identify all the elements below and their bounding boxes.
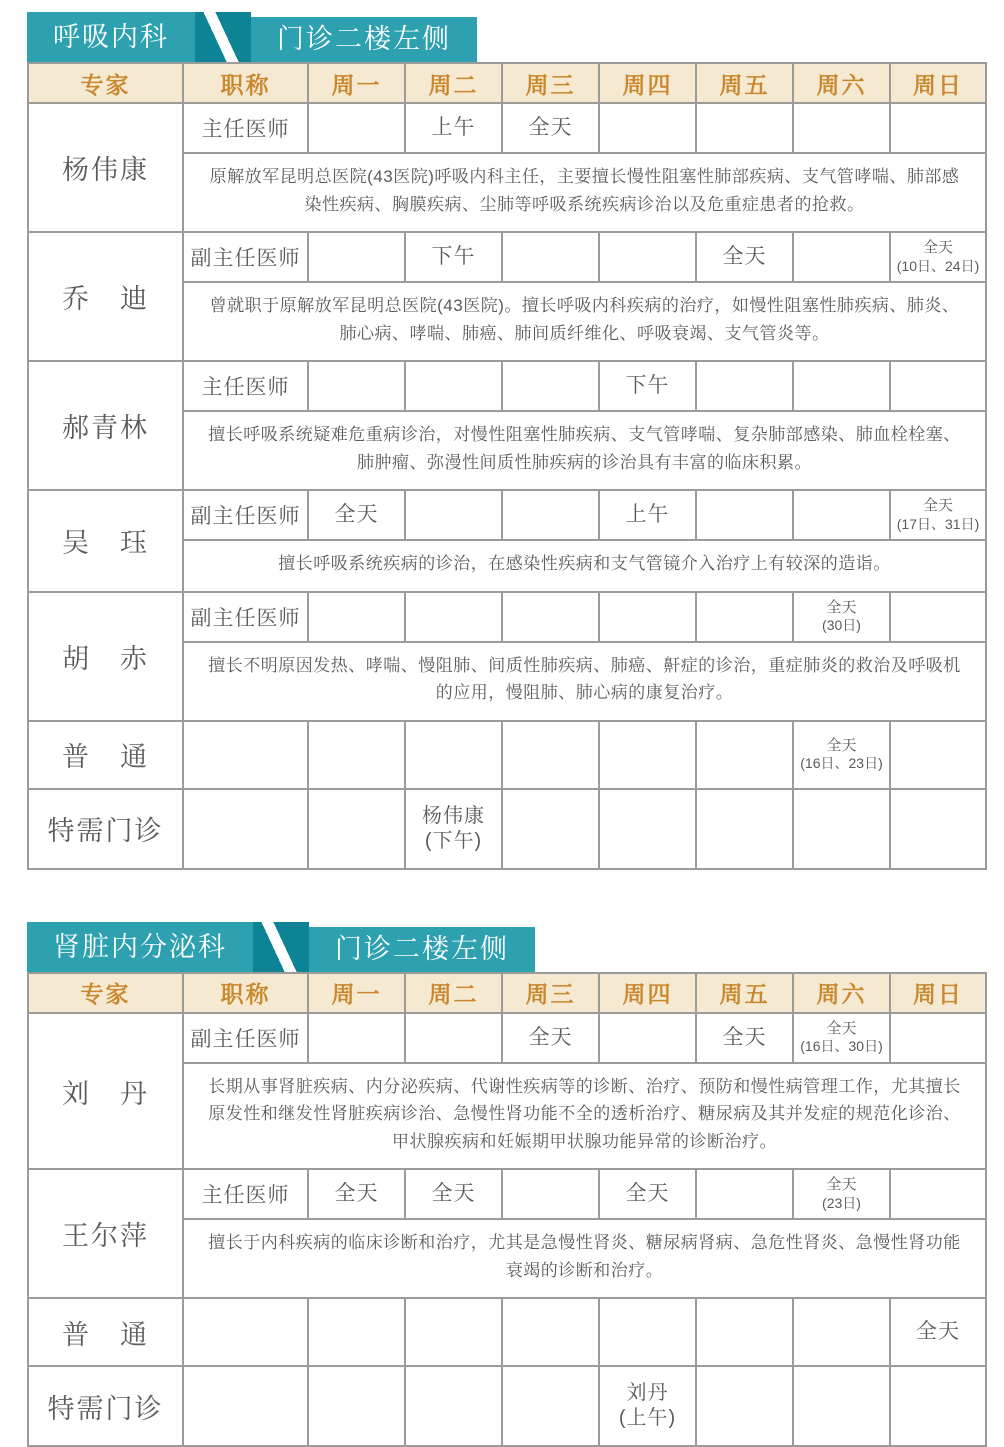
schedule-table [27, 62, 987, 870]
professional-title-cell: 主任医师 [183, 103, 308, 153]
schedule-cell [405, 592, 502, 642]
schedule-cell [793, 103, 890, 153]
schedule-note-text: (上午) [618, 1407, 677, 1430]
schedule-cell [696, 361, 793, 411]
expert-name-cell: 王尔萍 [28, 1169, 183, 1298]
expert-name-cell: 胡 赤 [28, 592, 183, 721]
expert-name-cell: 乔 迪 [28, 232, 183, 361]
column-header: 周六 [793, 63, 890, 103]
table-header-row [28, 63, 986, 103]
schedule-cell [696, 592, 793, 642]
diagonal-divider-decoration [195, 12, 251, 62]
schedule-cell: 下午 [599, 361, 696, 411]
schedule-cell [793, 592, 890, 642]
schedule-cell [599, 232, 696, 282]
schedule-cell [890, 1366, 986, 1446]
schedule-cell [502, 361, 599, 411]
schedule-cell [599, 103, 696, 153]
schedule-row [28, 361, 986, 411]
expert-name-cell: 刘 丹 [28, 1013, 183, 1170]
schedule-cell [793, 232, 890, 282]
schedule-cell [793, 1013, 890, 1063]
schedule-note-text: (23日) [822, 1195, 861, 1211]
column-header: 周二 [405, 973, 502, 1013]
schedule-cell [696, 103, 793, 153]
schedule-cell: 全天 [308, 1169, 405, 1219]
column-header: 专家 [28, 973, 183, 1013]
diagonal-divider-decoration [253, 922, 309, 972]
schedule-cell [599, 1366, 696, 1446]
schedule-cell [502, 1169, 599, 1219]
schedule-cell [308, 721, 405, 789]
schedule-cell [308, 592, 405, 642]
schedule-row [28, 1366, 986, 1446]
schedule-cell [308, 1013, 405, 1063]
schedule-cell: 上午 [405, 103, 502, 153]
schedule-cell [502, 592, 599, 642]
schedule-cell [308, 232, 405, 282]
professional-title-cell: 副主任医师 [183, 1013, 308, 1063]
schedule-row [28, 232, 986, 282]
expert-description-cell: 长期从事肾脏疾病、内分泌疾病、代谢性疾病等的诊断、治疗、预防和慢性病管理工作，尤其擅长原发性和继发性肾脏疾病诊治、急慢性肾功能不全的透析治疗、糖尿病及其并发症的规范化诊治、甲状腺疾病和妊娠期甲状腺功能异常的诊断治疗。 [183, 1063, 986, 1170]
schedule-note-text: (16日、23日) [800, 755, 883, 772]
schedule-cell [890, 592, 986, 642]
schedule-row [28, 721, 986, 789]
schedule-cell [599, 721, 696, 789]
schedule-row [28, 592, 986, 642]
schedule-cell [405, 1366, 502, 1446]
schedule-cell [502, 789, 599, 869]
schedule-cell [599, 789, 696, 869]
schedule-note-text: (30日) [822, 617, 861, 634]
schedule-cell [793, 1366, 890, 1446]
schedule-cell [696, 721, 793, 789]
schedule-cell [405, 1013, 502, 1063]
column-header: 周日 [890, 973, 986, 1013]
expert-name-cell: 杨伟康 [28, 103, 183, 232]
schedule-cell [308, 361, 405, 411]
schedule-cell: 全天 [405, 1169, 502, 1219]
department-tab: 呼吸内科 [27, 12, 195, 62]
table-body [28, 103, 986, 869]
professional-title-cell [183, 789, 308, 869]
schedule-cell [890, 490, 986, 540]
schedule-row [28, 103, 986, 153]
schedule-cell [502, 490, 599, 540]
schedule-time-text: 全天 [826, 1176, 857, 1194]
schedule-cell [890, 361, 986, 411]
expert-name-cell: 特需门诊 [28, 789, 183, 869]
schedule-cell [599, 592, 696, 642]
schedule-cell: 全天 [502, 1013, 599, 1063]
column-header: 周五 [696, 973, 793, 1013]
column-header: 周四 [599, 63, 696, 103]
schedule-cell [502, 232, 599, 282]
schedule-note-text: (下午) [424, 829, 483, 852]
schedule-cell [890, 789, 986, 869]
professional-title-cell [183, 721, 308, 789]
column-header: 周二 [405, 63, 502, 103]
location-tab: 门诊二楼左侧 [309, 927, 535, 972]
schedule-cell [308, 789, 405, 869]
schedule-cell: 下午 [405, 232, 502, 282]
expert-description-cell: 擅长呼吸系统疑难危重病诊治，对慢性阻塞性肺疾病、支气管哮喘、复杂肺部感染、肺血栓栓塞、肺肿瘤、弥漫性间质性肺疾病的诊治具有丰富的临床积累。 [183, 411, 986, 490]
schedule-cell: 全天 [696, 232, 793, 282]
expert-description-cell: 擅长不明原因发热、哮喘、慢阻肺、间质性肺疾病、肺癌、鼾症的诊治，重症肺炎的救治及呼吸机的应用，慢阻肺、肺心病的康复治疗。 [183, 642, 986, 721]
schedule-cell [308, 1366, 405, 1446]
schedule-time-text: 全天 [826, 736, 857, 754]
schedule-cell [405, 490, 502, 540]
schedule-cell [308, 103, 405, 153]
schedule-cell [405, 1298, 502, 1366]
schedule-note-text: (10日、24日) [896, 257, 980, 274]
table-header-row [28, 973, 986, 1013]
schedule-cell [696, 490, 793, 540]
schedule-cell [599, 1298, 696, 1366]
expert-description-cell: 曾就职于原解放军昆明总医院(43医院)。擅长呼吸内科疾病的治疗，如慢性阻塞性肺疾病、肺炎、肺心病、哮喘、肺癌、肺间质纤维化、呼吸衰竭、支气管炎等。 [183, 282, 986, 361]
schedule-row [28, 789, 986, 869]
schedule-cell [405, 361, 502, 411]
schedule-time-text: 全天 [922, 497, 953, 515]
schedule-cell [793, 1169, 890, 1219]
schedule-cell [308, 1298, 405, 1366]
column-header: 周一 [308, 63, 405, 103]
column-header: 周日 [890, 63, 986, 103]
schedule-cell: 全天 [599, 1169, 696, 1219]
schedule-cell [502, 721, 599, 789]
schedule-cell [696, 789, 793, 869]
section-header [27, 922, 985, 972]
department-schedule-section-respiratory [27, 12, 985, 870]
column-header: 周三 [502, 63, 599, 103]
schedule-cell [890, 721, 986, 789]
schedule-cell: 全天 [890, 1298, 986, 1366]
department-schedule-section-nephrology-endocrinology [27, 922, 985, 1447]
schedule-cell [890, 1013, 986, 1063]
expert-name-cell: 普 通 [28, 721, 183, 789]
professional-title-cell: 副主任医师 [183, 232, 308, 282]
professional-title-cell [183, 1366, 308, 1446]
column-header: 周五 [696, 63, 793, 103]
expert-description-cell: 原解放军昆明总医院(43医院)呼吸内科主任，主要擅长慢性阻塞性肺部疾病、支气管哮喘、肺部感染性疾病、胸膜疾病、尘肺等呼吸系统疾病诊治以及危重症患者的抢救。 [183, 153, 986, 232]
schedule-cell [599, 1013, 696, 1063]
schedule-cell [793, 721, 890, 789]
column-header: 周四 [599, 973, 696, 1013]
schedule-cell [890, 232, 986, 282]
schedule-time-text: 杨伟康 [422, 804, 485, 827]
schedule-cell [502, 1366, 599, 1446]
expert-name-cell: 普 通 [28, 1298, 183, 1366]
schedule-cell [890, 103, 986, 153]
column-header: 职称 [183, 63, 308, 103]
schedule-cell [793, 361, 890, 411]
schedule-cell [696, 1366, 793, 1446]
schedule-table [27, 972, 987, 1447]
schedule-cell [696, 1169, 793, 1219]
schedule-row [28, 1169, 986, 1219]
schedule-cell [793, 490, 890, 540]
schedule-row [28, 490, 986, 540]
column-header: 周三 [502, 973, 599, 1013]
schedule-cell [890, 1169, 986, 1219]
professional-title-cell: 副主任医师 [183, 490, 308, 540]
table-body [28, 1013, 986, 1447]
schedule-time-text: 全天 [922, 238, 953, 256]
column-header: 周六 [793, 973, 890, 1013]
schedule-time-text: 全天 [826, 598, 857, 616]
schedule-cell [405, 721, 502, 789]
professional-title-cell [183, 1298, 308, 1366]
schedule-time-text: 刘丹 [626, 1382, 669, 1405]
location-tab: 门诊二楼左侧 [251, 17, 477, 62]
schedule-cell [696, 1298, 793, 1366]
department-tab: 肾脏内分泌科 [27, 922, 253, 972]
section-header [27, 12, 985, 62]
professional-title-cell: 主任医师 [183, 361, 308, 411]
schedule-cell: 全天 [308, 490, 405, 540]
professional-title-cell: 副主任医师 [183, 592, 308, 642]
schedule-cell [793, 789, 890, 869]
schedule-row [28, 1298, 986, 1366]
schedule-row [28, 1013, 986, 1063]
expert-description-cell: 擅长于内科疾病的临床诊断和治疗，尤其是急慢性肾炎、糖尿病肾病、急危性肾炎、急慢性肾功能衰竭的诊断和治疗。 [183, 1219, 986, 1298]
schedule-note-text: (16日、30日) [800, 1038, 883, 1055]
column-header: 职称 [183, 973, 308, 1013]
column-header: 专家 [28, 63, 183, 103]
expert-name-cell: 吴 珏 [28, 490, 183, 592]
professional-title-cell: 主任医师 [183, 1169, 308, 1219]
expert-name-cell: 郝青林 [28, 361, 183, 490]
expert-description-cell: 擅长呼吸系统疾病的诊治，在感染性疾病和支气管镜介入治疗上有较深的造诣。 [183, 540, 986, 592]
schedule-cell: 上午 [599, 490, 696, 540]
schedule-cell [793, 1298, 890, 1366]
schedule-time-text: 全天 [826, 1019, 857, 1037]
schedule-cell: 全天 [502, 103, 599, 153]
expert-name-cell: 特需门诊 [28, 1366, 183, 1446]
schedule-cell [502, 1298, 599, 1366]
schedule-cell [405, 789, 502, 869]
schedule-cell: 全天 [696, 1013, 793, 1063]
schedule-note-text: (17日、31日) [896, 515, 980, 532]
column-header: 周一 [308, 973, 405, 1013]
